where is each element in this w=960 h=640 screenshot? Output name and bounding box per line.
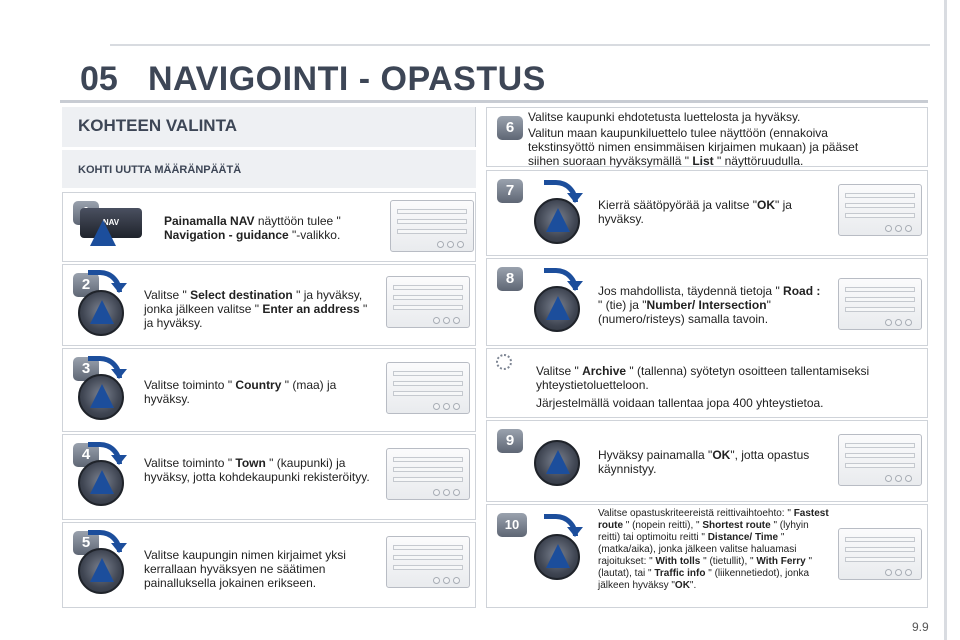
dial-knob-icon bbox=[534, 534, 580, 580]
device-knob-dot bbox=[433, 489, 440, 496]
subheading: KOHTI UUTTA MÄÄRÄNPÄÄTÄ bbox=[78, 164, 242, 176]
device-button-row bbox=[845, 537, 915, 542]
radio-unit-icon bbox=[838, 434, 922, 486]
dial-knob-icon bbox=[78, 374, 124, 420]
device-knob-dot bbox=[447, 241, 454, 248]
device-knob-dot bbox=[433, 577, 440, 584]
step-6-text: Valitse kaupunki ehdotetusta luettelosta ja hyväksy. bbox=[528, 110, 801, 124]
device-button-row bbox=[393, 555, 463, 560]
step-8-badge: 8 bbox=[497, 267, 523, 291]
step-4-text: Valitse toiminto " Town " (kaupunki) ja hyväksy, jotta kohdekaupunki rekisteröityy. bbox=[144, 456, 370, 484]
press-arrow-icon bbox=[90, 220, 116, 246]
step-8-text: Jos mahdollista, täydennä tietoja " Road : " (tie) ja "Number/ Intersection" (numero/risteys) samalla tavoin. bbox=[598, 284, 821, 326]
step-1-text: Painamalla NAV näyttöön tulee " Navigation - guidance "-valikko. bbox=[164, 214, 341, 242]
device-button-row bbox=[393, 477, 463, 482]
device-button-row bbox=[393, 457, 463, 462]
step-10-text: Valitse opastuskriteereistä reittivaihtoehto: " Fastest route " (nopein reitti), " Shortest route " (lyhyin reitti) tai optimoitu reitti " Distance/ Time " (matka/aika), jonka jälkeen valitse haluamasi rajoitukset: " With tolls " (tietullit), " With Ferry " (lautat), tai " Traffic info " (liikennetiedot), jonka jälkeen hyväksy "OK". bbox=[598, 508, 829, 591]
press-arrow-icon bbox=[546, 450, 570, 474]
step-2-badge: 2 bbox=[73, 273, 99, 297]
radio-unit-icon bbox=[838, 278, 922, 330]
step-10-badge: 10 bbox=[497, 513, 527, 537]
nav-button-icon: NAV bbox=[80, 208, 142, 238]
step-4-badge: 4 bbox=[73, 443, 99, 467]
press-arrow-icon bbox=[546, 544, 570, 568]
dial-knob-icon bbox=[78, 460, 124, 506]
dial-knob-icon bbox=[534, 440, 580, 486]
radio-unit-icon bbox=[386, 448, 470, 500]
device-knob-dot bbox=[437, 241, 444, 248]
page-number: 9.9 bbox=[912, 620, 929, 634]
step-9-text: Hyväksy painamalla "OK", jotta opastus käynnistyy. bbox=[598, 448, 810, 476]
device-knob-dot bbox=[885, 319, 892, 326]
device-button-row bbox=[845, 443, 915, 448]
step-2-text: Valitse " Select destination " ja hyväksy, jonka jälkeen valitse " Enter an address " ja hyväksy. bbox=[144, 288, 368, 330]
step-7-badge: 7 bbox=[497, 179, 523, 203]
device-button-row bbox=[845, 307, 915, 312]
radio-unit-icon bbox=[390, 200, 474, 252]
device-knob-dot bbox=[453, 403, 460, 410]
section-heading: KOHTEEN VALINTA bbox=[78, 116, 237, 135]
device-knob-dot bbox=[453, 577, 460, 584]
device-button-row bbox=[845, 213, 915, 218]
device-button-row bbox=[845, 203, 915, 208]
device-knob-dot bbox=[895, 569, 902, 576]
radio-unit-icon bbox=[386, 536, 470, 588]
dial-knob-icon bbox=[78, 290, 124, 336]
device-button-row bbox=[845, 547, 915, 552]
device-knob-dot bbox=[453, 489, 460, 496]
tip-text: Valitse " Archive " (tallenna) syötetyn osoitteen tallentamiseksi yhteystietoluetteloon. bbox=[536, 364, 870, 392]
device-button-row bbox=[393, 565, 463, 570]
device-knob-dot bbox=[443, 317, 450, 324]
device-button-row bbox=[393, 381, 463, 386]
device-knob-dot bbox=[453, 317, 460, 324]
device-button-row bbox=[393, 545, 463, 550]
device-button-row bbox=[845, 287, 915, 292]
device-button-row bbox=[393, 305, 463, 310]
press-arrow-icon bbox=[90, 300, 114, 324]
device-knob-dot bbox=[443, 403, 450, 410]
press-arrow-icon bbox=[90, 470, 114, 494]
step-6-note: Valitun maan kaupunkiluettelo tulee näyttöön (ennakoiva tekstinsyöttö nimen ensimmäisen kirjaimen mukaan) ja pääset siihen suoraan hyväksymällä " List " näyttöruudulla. bbox=[528, 126, 859, 168]
step-9-badge: 9 bbox=[497, 429, 523, 453]
device-button-row bbox=[845, 297, 915, 302]
device-knob-dot bbox=[895, 475, 902, 482]
tip-note: Järjestelmällä voidaan tallentaa jopa 400 yhteystietoa. bbox=[536, 396, 824, 410]
device-knob-dot bbox=[905, 319, 912, 326]
device-knob-dot bbox=[433, 317, 440, 324]
title-rule bbox=[60, 100, 928, 103]
press-arrow-icon bbox=[546, 296, 570, 320]
press-arrow-icon bbox=[546, 208, 570, 232]
device-knob-dot bbox=[905, 225, 912, 232]
tip-icon bbox=[496, 354, 512, 370]
device-knob-dot bbox=[443, 489, 450, 496]
step-3-text: Valitse toiminto " Country " (maa) ja hyväksy. bbox=[144, 378, 337, 406]
device-knob-dot bbox=[433, 403, 440, 410]
device-knob-dot bbox=[885, 475, 892, 482]
step-3-badge: 3 bbox=[73, 357, 99, 381]
device-knob-dot bbox=[457, 241, 464, 248]
device-knob-dot bbox=[905, 475, 912, 482]
title-top-rule bbox=[110, 44, 930, 46]
device-knob-dot bbox=[885, 225, 892, 232]
device-knob-dot bbox=[443, 577, 450, 584]
dial-knob-icon bbox=[534, 198, 580, 244]
device-knob-dot bbox=[885, 569, 892, 576]
device-button-row bbox=[393, 391, 463, 396]
press-arrow-icon bbox=[90, 384, 114, 408]
device-button-row bbox=[397, 209, 467, 214]
dial-knob-icon bbox=[78, 548, 124, 594]
radio-unit-icon bbox=[386, 276, 470, 328]
device-button-row bbox=[845, 453, 915, 458]
step-6-badge: 6 bbox=[497, 116, 523, 140]
device-button-row bbox=[393, 295, 463, 300]
device-button-row bbox=[397, 229, 467, 234]
device-button-row bbox=[393, 467, 463, 472]
step-7-text: Kierrä säätöpyörää ja valitse "OK" ja hyväksy. bbox=[598, 198, 792, 226]
device-button-row bbox=[393, 285, 463, 290]
device-knob-dot bbox=[895, 319, 902, 326]
chapter-number: 05 bbox=[80, 60, 118, 98]
device-button-row bbox=[397, 219, 467, 224]
device-button-row bbox=[845, 557, 915, 562]
page-edge-rule bbox=[944, 0, 947, 640]
device-knob-dot bbox=[905, 569, 912, 576]
device-button-row bbox=[393, 371, 463, 376]
device-button-row bbox=[845, 193, 915, 198]
step-5-badge: 5 bbox=[73, 531, 99, 555]
device-knob-dot bbox=[895, 225, 902, 232]
device-button-row bbox=[845, 463, 915, 468]
step-5-text: Valitse kaupungin nimen kirjaimet yksi kerrallaan hyväksyen ne säätimen painalluksella jokainen erikseen. bbox=[144, 548, 346, 590]
radio-unit-icon bbox=[838, 184, 922, 236]
radio-unit-icon bbox=[838, 528, 922, 580]
dial-knob-icon bbox=[534, 286, 580, 332]
radio-unit-icon bbox=[386, 362, 470, 414]
press-arrow-icon bbox=[90, 558, 114, 582]
chapter-title: NAVIGOINTI - OPASTUS bbox=[148, 60, 546, 98]
